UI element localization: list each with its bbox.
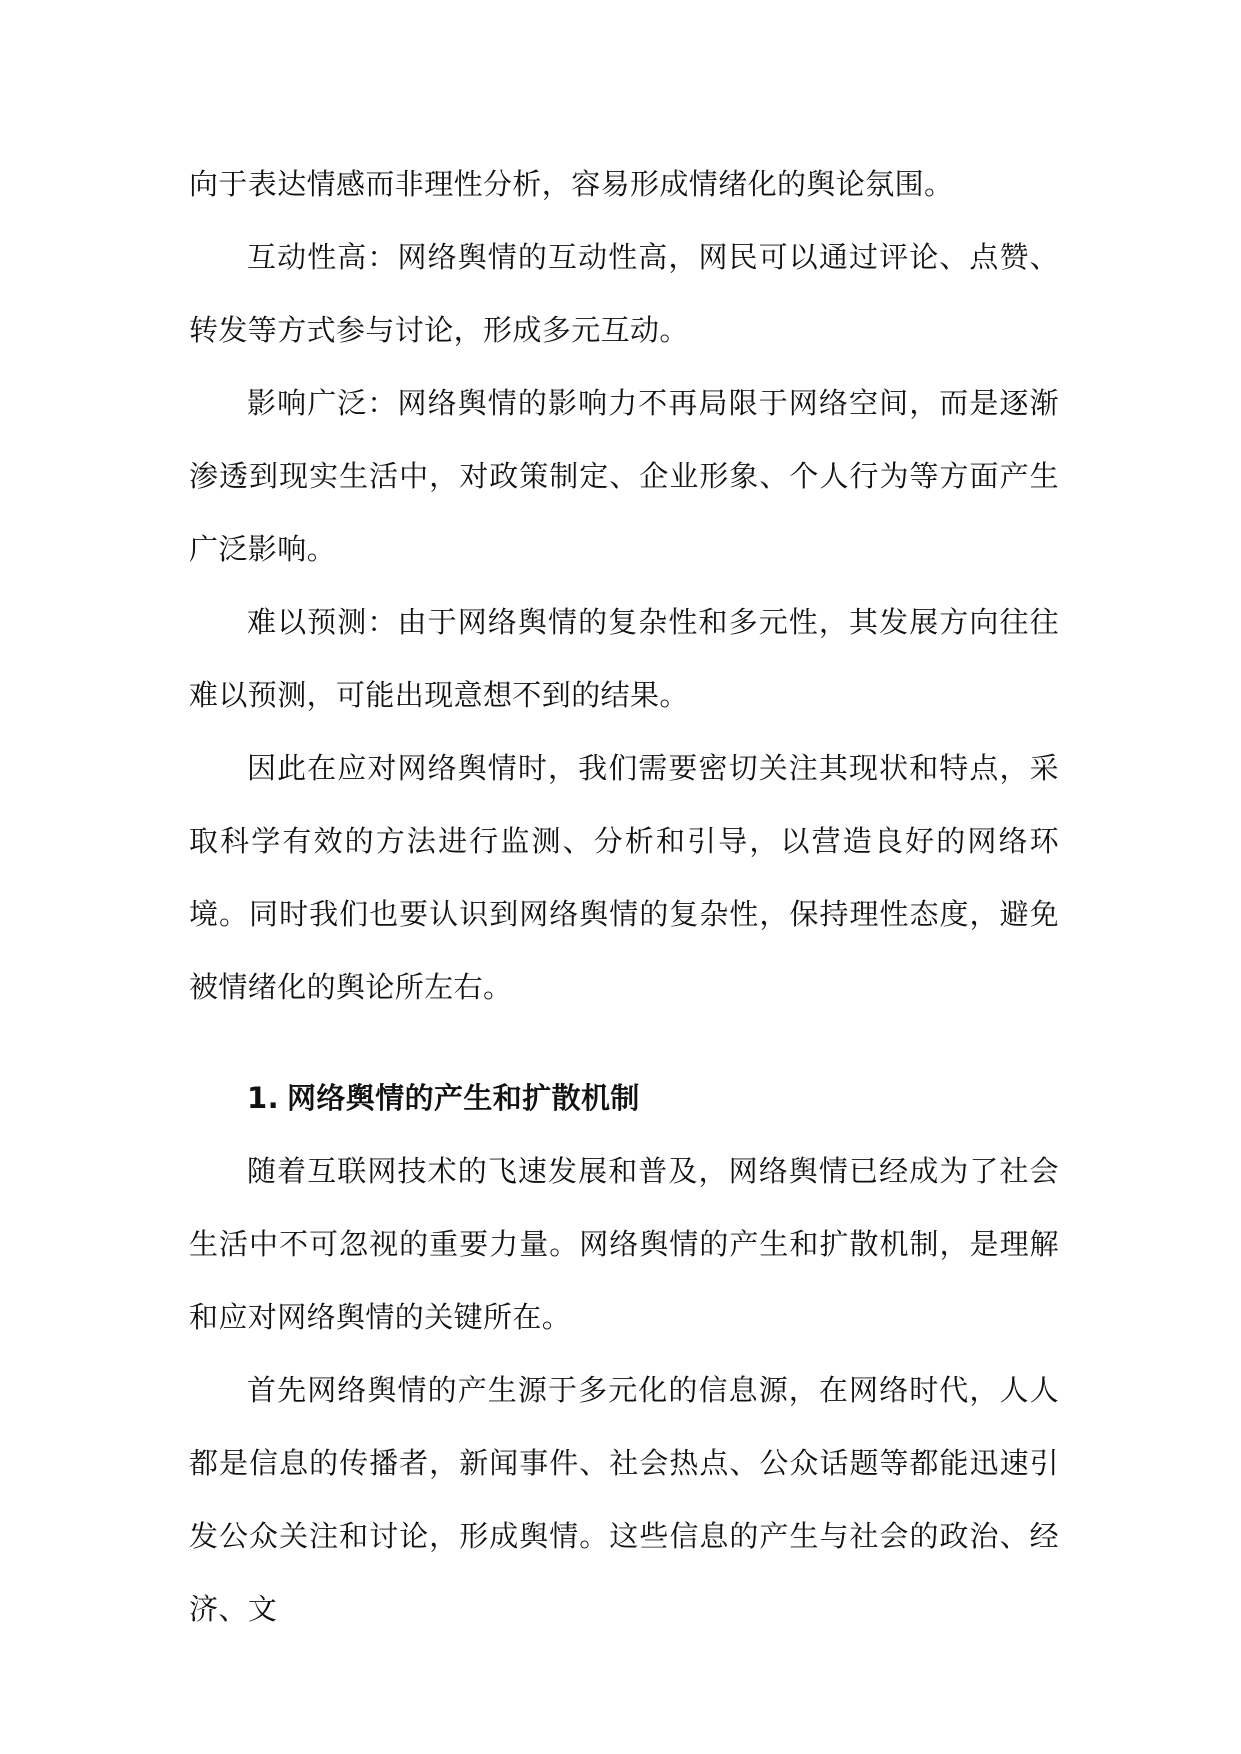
- paragraph-conclusion: 因此在应对网络舆情时，我们需要密切关注其现状和特点，采取科学有效的方法进行监测、分析和引导，以营造良好的网络环境。同时我们也要认识到网络舆情的复杂性，保持理性态度，避免被情绪化的舆论所左右。: [189, 751, 1059, 1004]
- section-title: 网络舆情的产生和扩散机制: [287, 1081, 640, 1115]
- section-heading: [189, 1062, 1059, 1135]
- paragraph-interactivity: 互动性高：网络舆情的互动性高，网民可以通过评论、点赞、转发等方式参与讨论，形成多元互动。: [189, 240, 1059, 347]
- paragraph-continuation: 向于表达情感而非理性分析，容易形成情绪化的舆论氛围。: [189, 167, 954, 201]
- document-body: [189, 148, 1059, 1646]
- paragraph-influence: 影响广泛：网络舆情的影响力不再局限于网络空间，而是逐渐渗透到现实生活中，对政策制定、企业形象、个人行为等方面产生广泛影响。: [189, 386, 1059, 566]
- paragraph-unpredictable: 难以预测：由于网络舆情的复杂性和多元性，其发展方向往往难以预测，可能出现意想不到的结果。: [189, 605, 1059, 712]
- section-number: 1.: [247, 1081, 279, 1115]
- paragraph-information-source: 首先网络舆情的产生源于多元化的信息源，在网络时代，人人都是信息的传播者，新闻事件、社会热点、公众话题等都能迅速引发公众关注和讨论，形成舆情。这些信息的产生与社会的政治、经济、文: [189, 1373, 1059, 1626]
- paragraph-intro: 随着互联网技术的飞速发展和普及，网络舆情已经成为了社会生活中不可忽视的重要力量。网络舆情的产生和扩散机制，是理解和应对网络舆情的关键所在。: [189, 1154, 1059, 1334]
